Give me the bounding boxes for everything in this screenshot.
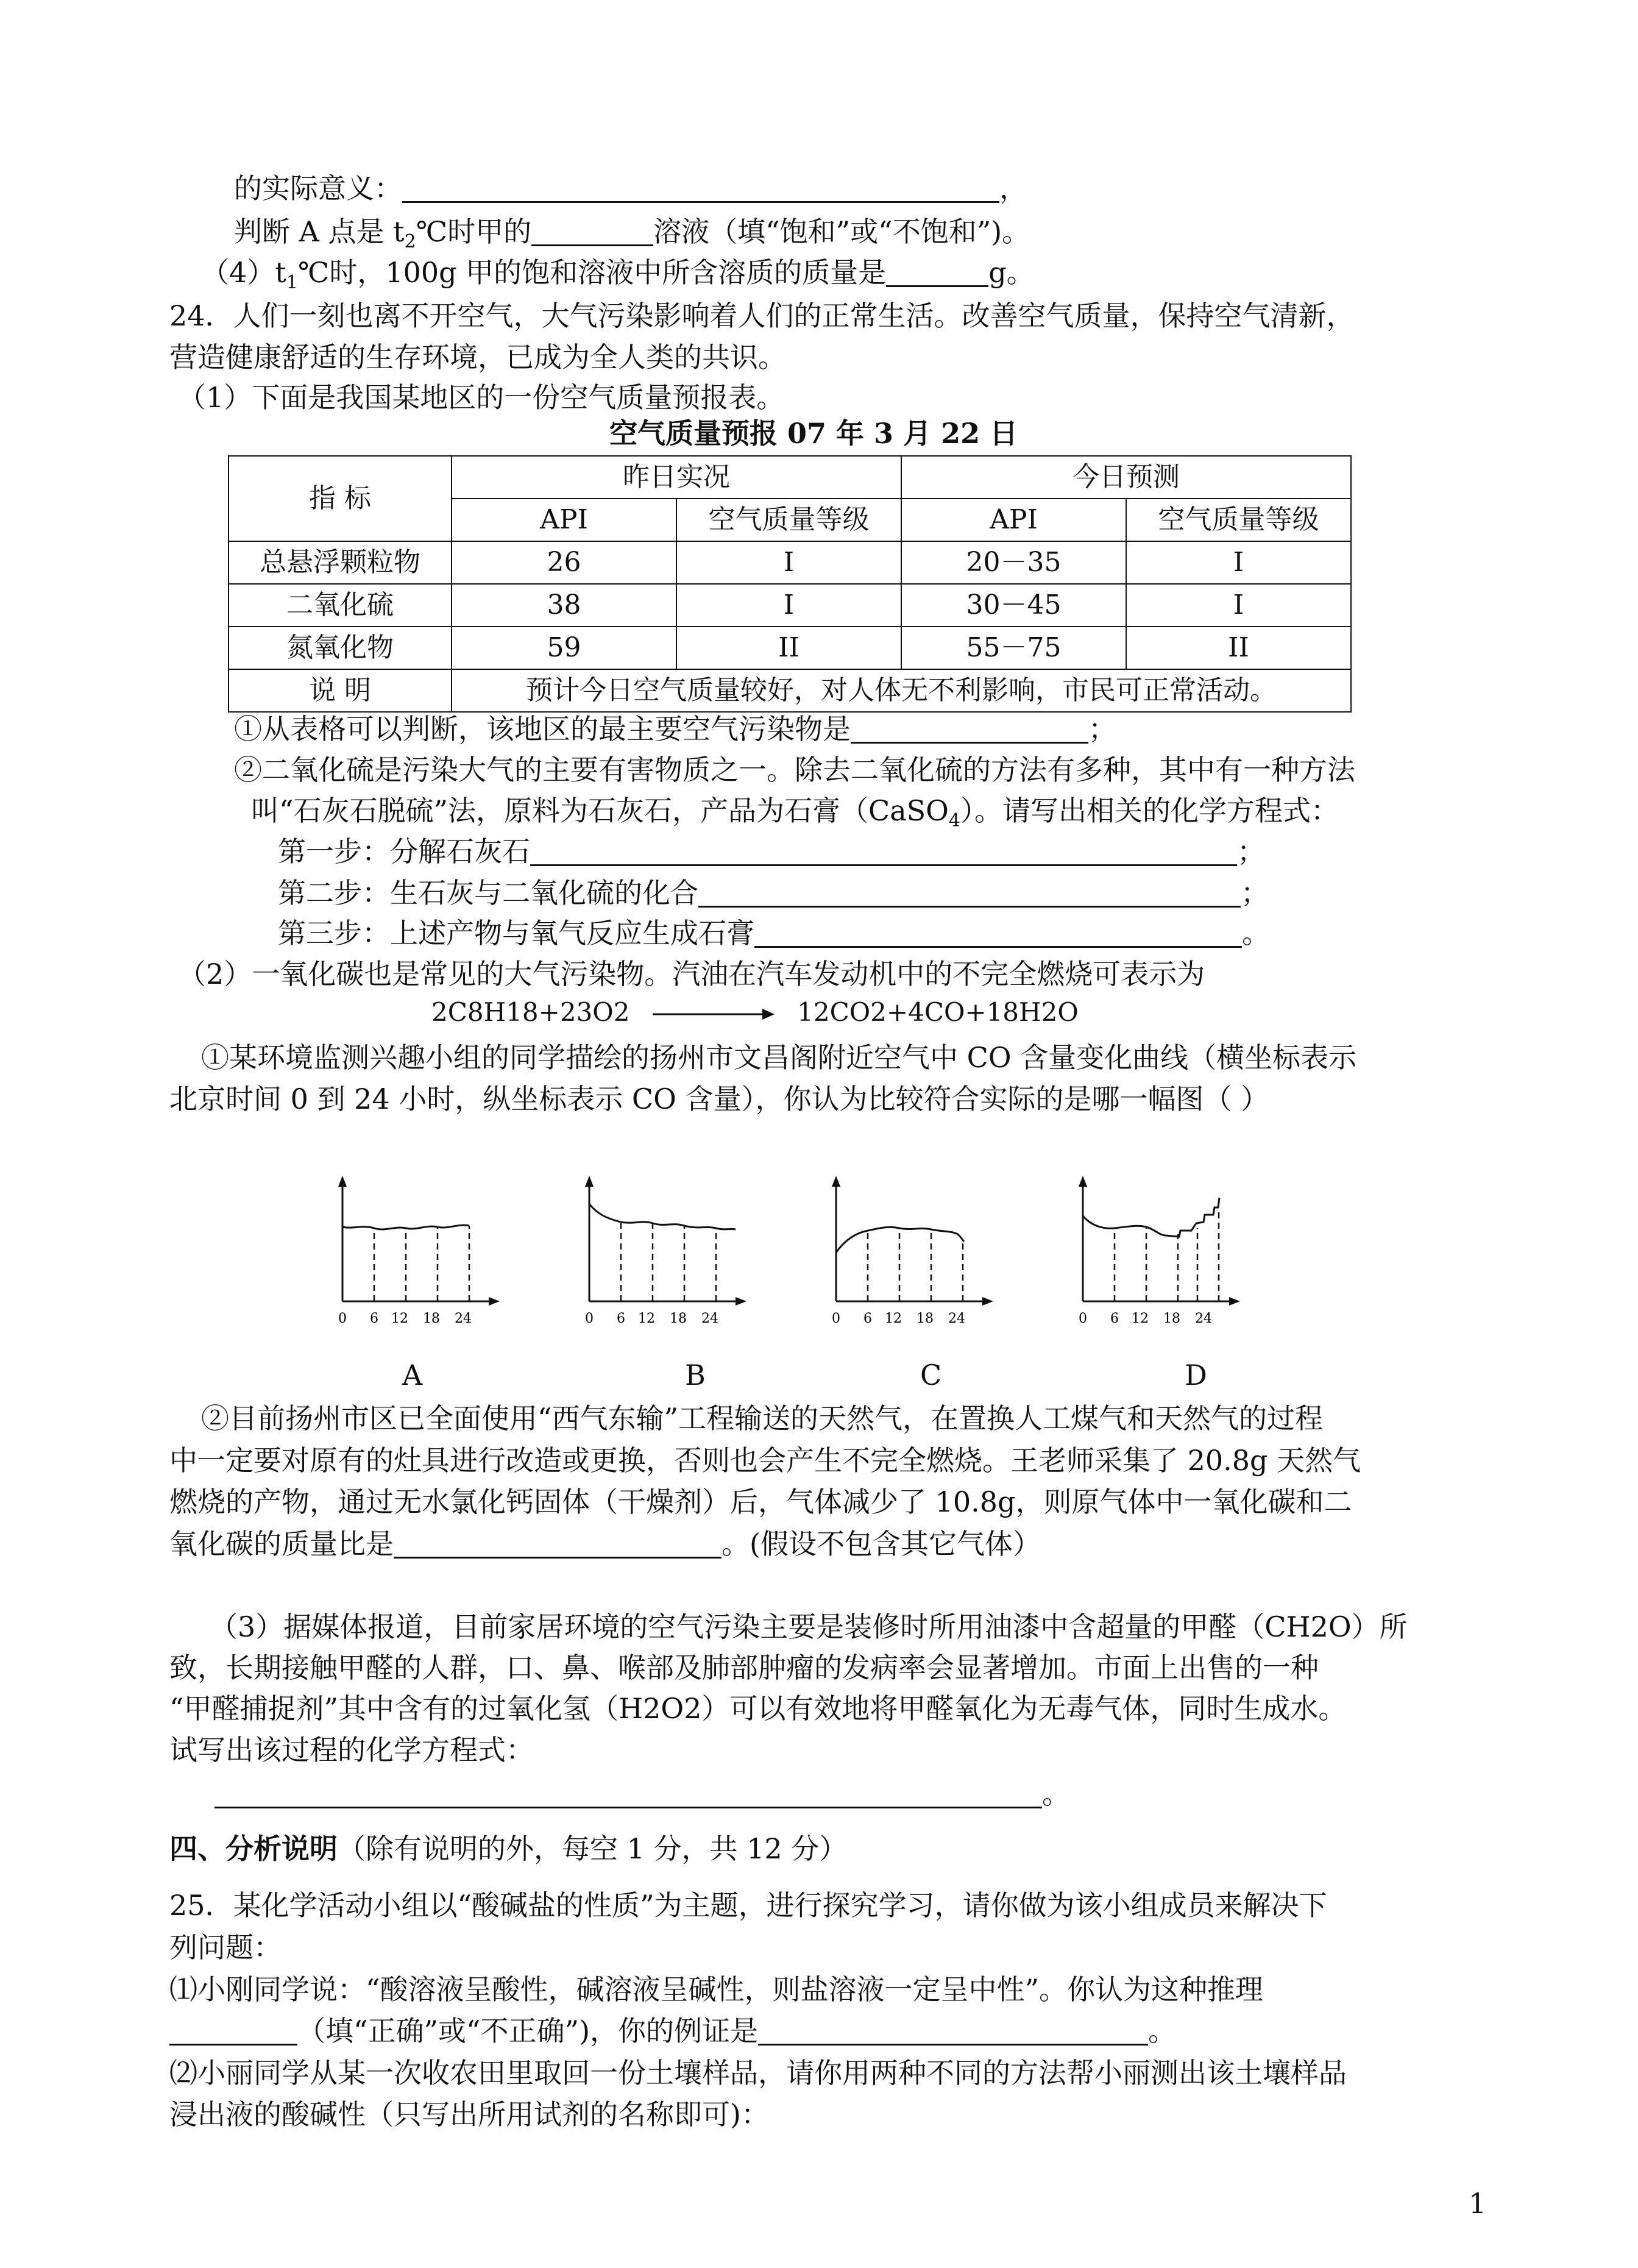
q24-part1: （1）下面是我国某地区的一份空气质量预报表。 xyxy=(178,381,785,414)
answer-blank[interactable] xyxy=(758,2018,1148,2046)
step-3: 第三步：上述产物与氧气反应生成石膏 。 xyxy=(278,917,1270,950)
section-4-heading: 四、分析说明（除有说明的外，每空 1 分，共 12 分） xyxy=(169,1832,848,1865)
q25-intro-2: 列问题： xyxy=(169,1931,282,1964)
step-2: 第二步：生石灰与二氧化硫的化合 ； xyxy=(278,876,1269,909)
chart-d-svg xyxy=(1069,1179,1264,1326)
q25-intro-1: 25．某化学活动小组以“酸碱盐的性质”为主题，进行探究学习，请你做为该小组成员来解决下 xyxy=(169,1889,1327,1922)
svg-text:18: 18 xyxy=(916,1311,934,1326)
svg-text:6: 6 xyxy=(370,1311,378,1326)
q25-p1-2: （填“正确”或“不正确”)，你的例证是 。 xyxy=(169,2017,1176,2046)
table-row: 二氧化硫 38 I 30－45 I xyxy=(229,584,1351,627)
chart-c-svg xyxy=(823,1179,1018,1326)
header-yesterday: 昨日实况 xyxy=(452,456,901,499)
subheader-api: API xyxy=(901,499,1126,541)
svg-text:0: 0 xyxy=(338,1311,347,1326)
table-title: 空气质量预报 07 年 3 月 22 日 xyxy=(609,417,1018,450)
table-note-row: 说 明 预计今日空气质量较好，对人体无不利影响，市民可正常活动。 xyxy=(229,669,1351,712)
svg-text:18: 18 xyxy=(1163,1311,1180,1326)
svg-text:18: 18 xyxy=(670,1311,687,1326)
svg-text:24: 24 xyxy=(948,1311,965,1326)
svg-text:6: 6 xyxy=(863,1311,872,1326)
chart-label-d: D xyxy=(1185,1359,1207,1392)
co-curve-options xyxy=(329,1179,1255,1326)
q24-1b-1: ②二氧化硫是污染大气的主要有害物质之一。除去二氧化硫的方法有多种，其中有一种方法 xyxy=(234,753,1355,786)
svg-text:24: 24 xyxy=(1195,1311,1212,1326)
q24-part3-1: （3）据媒体报道，目前家居环境的空气污染主要是装修时所用油漆中含超量的甲醛（CH2O）所 xyxy=(210,1610,1408,1643)
page-number: 1 xyxy=(1469,2187,1487,2220)
q23-line2: 判断 A 点是 $t_2℃$时甲的 溶液（填“饱和”或“不饱和”)。 xyxy=(234,215,1030,252)
q24-part3-3: “甲醛捕捉剂”其中含有的过氧化氢（H2O2）可以有效地将甲醛氧化为无毒气体，同时生成水。 xyxy=(169,1692,1347,1725)
answer-blank[interactable] xyxy=(169,2018,297,2046)
q24-2b-4: 氧化碳的质量比是 。(假设不包含其它气体） xyxy=(169,1527,1041,1560)
svg-text:12: 12 xyxy=(638,1311,655,1326)
q24-2b-1: ②目前扬州市区已全面使用“西气东输”工程输送的天然气，在置换人工煤气和天然气的过程 xyxy=(201,1402,1324,1435)
chart-b xyxy=(576,1179,771,1326)
svg-text:12: 12 xyxy=(391,1311,408,1326)
header-today: 今日预测 xyxy=(901,456,1351,499)
answer-blank[interactable] xyxy=(394,1531,722,1559)
q25-p2-1: ⑵小丽同学从某一次收农田里取回一份土壤样品，请你用两种不同的方法帮小丽测出该土壤样品 xyxy=(169,2056,1347,2089)
svg-text:24: 24 xyxy=(701,1311,718,1326)
svg-text:6: 6 xyxy=(617,1311,625,1326)
q23-line1: 的实际意义： ， xyxy=(234,172,1027,205)
q25-p2-2: 浸出液的酸碱性（只写出所用试剂的名称即可)： xyxy=(169,2098,769,2131)
answer-blank[interactable] xyxy=(698,880,1241,908)
answer-blank[interactable] xyxy=(214,1781,1042,1808)
answer-blank[interactable] xyxy=(851,716,1088,744)
subheader-grade: 空气质量等级 xyxy=(1126,499,1351,541)
answer-blank[interactable] xyxy=(886,260,988,287)
q24-part2: （2）一氧化碳也是常见的大气污染物。汽油在汽车发动机中的不完全燃烧可表示为 xyxy=(178,958,1205,990)
q24-part3-4: 试写出该过程的化学方程式： xyxy=(169,1733,534,1766)
air-quality-table xyxy=(228,455,1352,713)
q24-intro-1: 24．人们一刻也离不开空气，大气污染影响着人们的正常生活。改善空气质量，保持空气清新， xyxy=(169,299,1355,332)
svg-text:12: 12 xyxy=(1132,1311,1149,1326)
q24-1b-2: 叫“石灰石脱硫”法，原料为石灰石，产品为石膏（CaSO$_4$）。请写出相关的化学方程式： xyxy=(251,794,1339,831)
chart-a xyxy=(329,1179,524,1326)
q24-2b-3: 燃烧的产物，通过无水氯化钙固体（干燥剂）后，气体减少了 10.8g，则原气体中一氧化碳和二 xyxy=(169,1485,1352,1518)
q24-intro-2: 营造健康舒适的生存环境，已成为全人类的共识。 xyxy=(169,341,786,374)
step-1: 第一步：分解石灰石 ； xyxy=(278,835,1265,868)
answer-blank[interactable] xyxy=(530,839,1237,866)
subheader-grade: 空气质量等级 xyxy=(676,499,901,541)
answer-blank[interactable] xyxy=(402,176,999,203)
q25-p1-1: ⑴小刚同学说：“酸溶液呈酸性，碱溶液呈碱性，则盐溶液一定呈中性”。你认为这种推理 xyxy=(169,1973,1264,2006)
q23-part4: $(4)t_1℃$时，100g 甲的饱和溶液中所含溶质的质量是 g。 xyxy=(201,256,1035,293)
answer-blank[interactable] xyxy=(531,219,653,246)
header-indicator: 指 标 xyxy=(229,456,452,541)
q24-2b-2: 中一定要对原有的灶具进行改造或更换，否则也会产生不完全燃烧。王老师采集了 20.8g 天然气 xyxy=(169,1444,1361,1477)
chart-label-c: C xyxy=(920,1359,942,1392)
chart-label-a: A xyxy=(402,1359,423,1392)
svg-text:12: 12 xyxy=(885,1311,902,1326)
chart-c xyxy=(823,1179,1018,1326)
svg-text:0: 0 xyxy=(585,1311,594,1326)
chart-label-b: B xyxy=(685,1359,706,1392)
svg-text:0: 0 xyxy=(1079,1311,1087,1326)
svg-text:6: 6 xyxy=(1110,1311,1119,1326)
combustion-equation: 2C8H18+23O2 12CO2+4CO+18H2O xyxy=(431,997,1079,1027)
q24-1a: ①从表格可以判断，该地区的最主要空气污染物是 ； xyxy=(234,713,1116,745)
reaction-arrow-icon xyxy=(653,1005,775,1023)
answer-blank[interactable] xyxy=(754,920,1242,948)
chart-a-svg xyxy=(329,1179,524,1326)
table-row: 氮氧化物 59 II 55－75 II xyxy=(229,627,1351,669)
q24-part3-2: 致，长期接触甲醛的人群，口、鼻、喉部及肺部肿瘤的发病率会显著增加。市面上出售的一种 xyxy=(169,1651,1319,1684)
chart-d xyxy=(1069,1179,1264,1326)
svg-text:0: 0 xyxy=(832,1311,840,1326)
chart-b-svg xyxy=(576,1179,771,1326)
q24-2a-1: ①某环境监测兴趣小组的同学描绘的扬州市文昌阁附近空气中 CO 含量变化曲线（横坐标表示 xyxy=(201,1041,1357,1074)
table-row: 总悬浮颗粒物 26 I 20－35 I xyxy=(229,541,1351,584)
q24-part3-answer: 。 xyxy=(214,1780,1070,1808)
svg-text:24: 24 xyxy=(455,1311,472,1326)
subheader-api: API xyxy=(452,499,676,541)
q24-2a-2: 北京时间 0 到 24 小时，纵坐标表示 CO 含量），你认为比较符合实际的是哪一幅图（ ） xyxy=(169,1082,1269,1115)
svg-text:18: 18 xyxy=(423,1311,440,1326)
